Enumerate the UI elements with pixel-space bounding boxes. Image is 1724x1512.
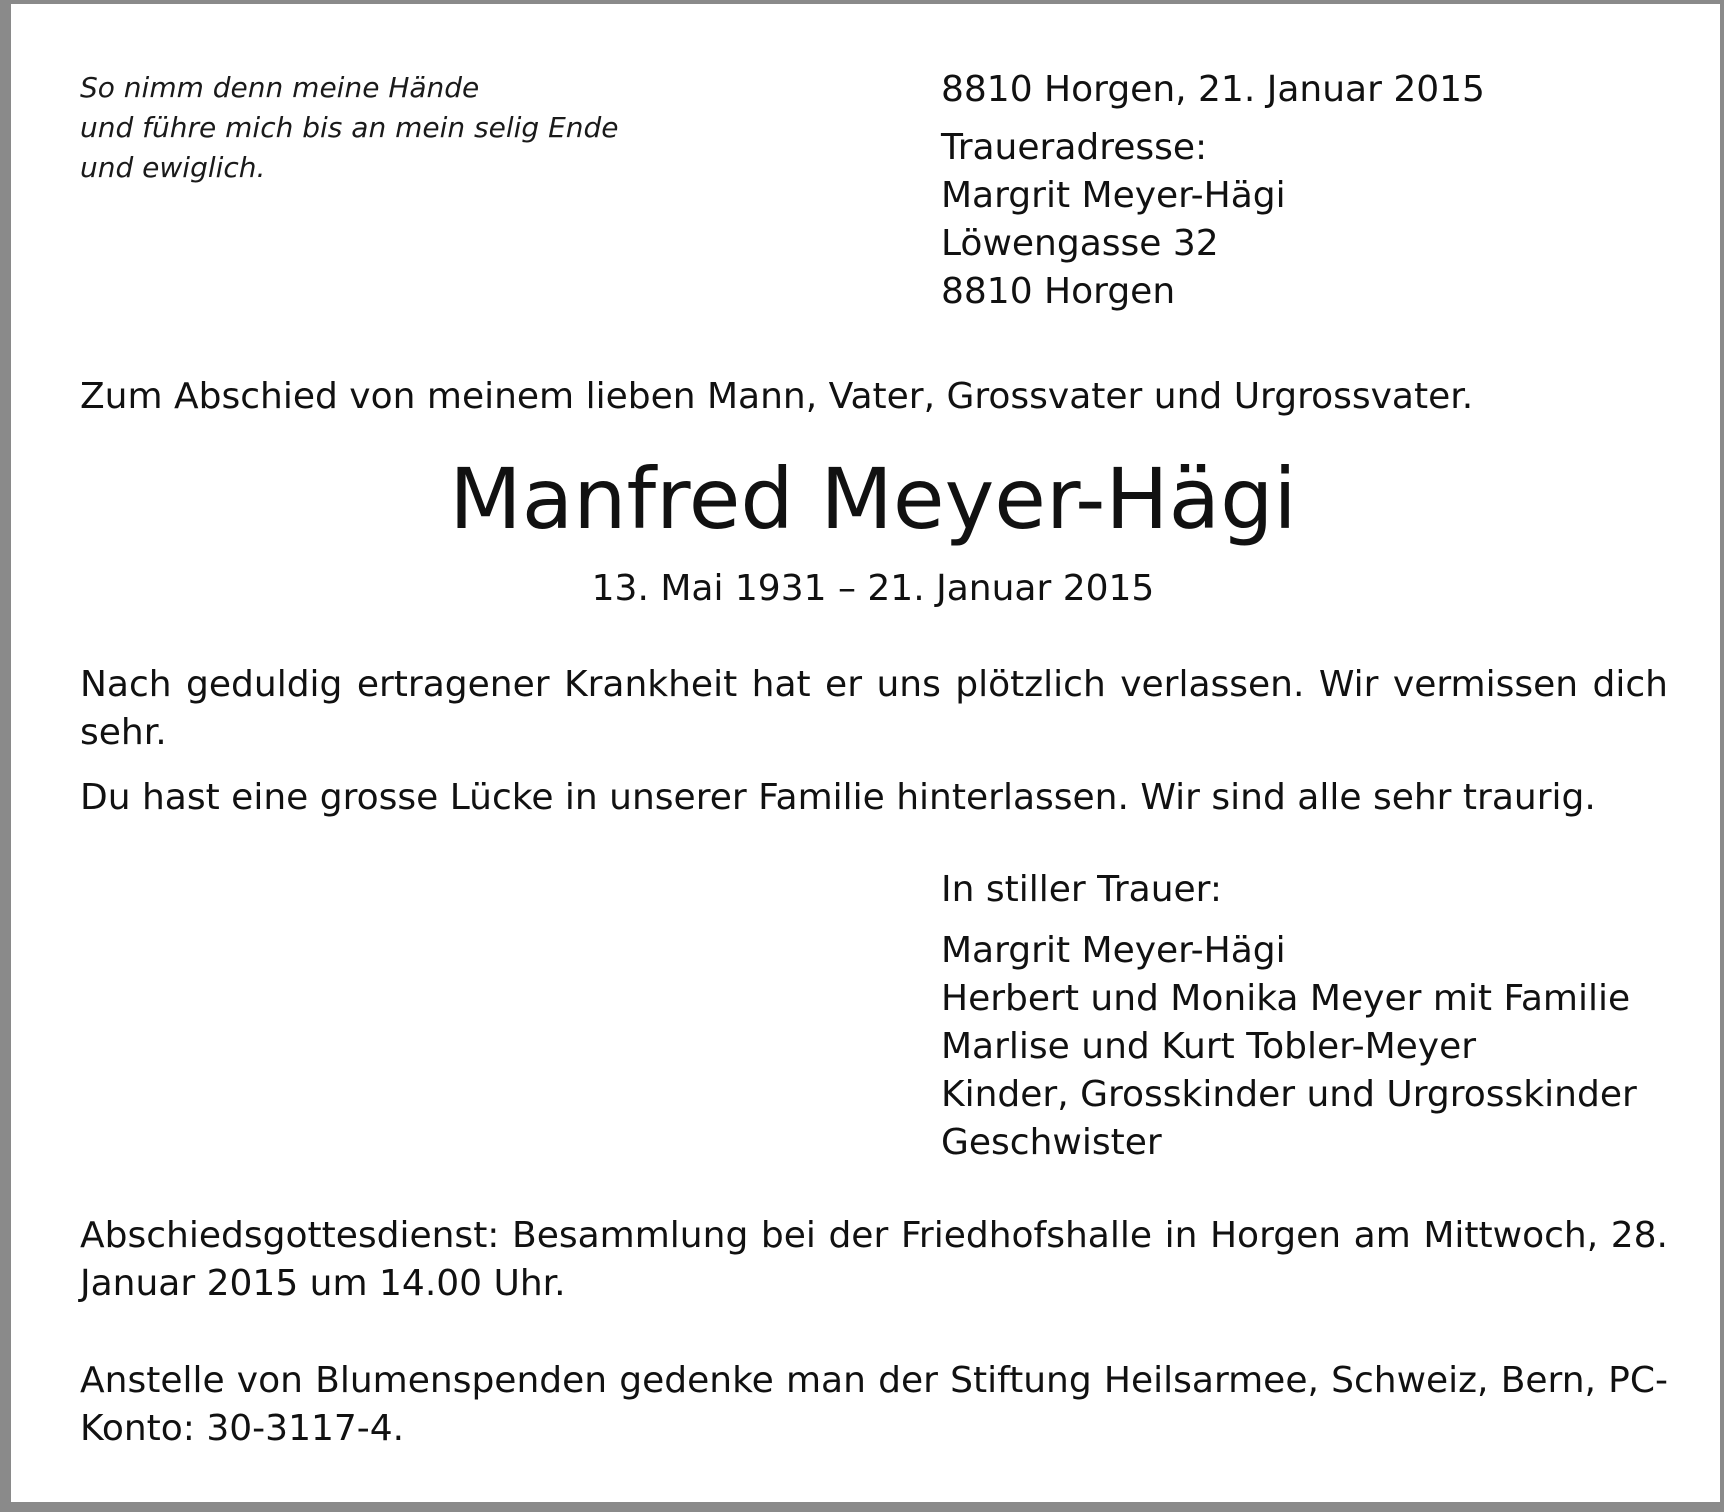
mourners-heading: In stiller Trauer:	[941, 869, 1222, 910]
motto-line: und ewiglich.	[80, 151, 266, 184]
message-paragraph-1: Nach geduldig ertragener Krankheit hat er uns plötzlich verlassen. Wir vermissen dich sehr.	[80, 664, 1668, 753]
deceased-name: Manfred Meyer-Hägi	[449, 450, 1297, 548]
mourners-block	[941, 866, 1637, 1167]
address-line: Löwengasse 32	[941, 223, 1219, 264]
address-label: Traueradresse:	[941, 127, 1208, 168]
message-paragraph-2: Du hast eine grosse Lücke in unserer Familie hinterlassen. Wir sind alle sehr traurig.	[80, 777, 1596, 818]
address-line: Margrit Meyer-Hägi	[941, 175, 1286, 216]
life-dates: 13. Mai 1931 – 21. Januar 2015	[591, 568, 1155, 609]
mourner-name: Marlise und Kurt Tobler-Meyer	[941, 1026, 1477, 1067]
service-info: Abschiedsgottesdienst: Besammlung bei der Friedhofshalle in Horgen am Mittwoch, 28. Januar 2015 um 14.00 Uhr.	[80, 1215, 1668, 1304]
mourner-name: Kinder, Grosskinder und Urgrosskinder	[941, 1074, 1637, 1115]
intro-text: Zum Abschied von meinem lieben Mann, Vater, Grossvater und Urgrossvater.	[80, 376, 1474, 417]
motto-line: und führe mich bis an mein selig Ende	[80, 111, 619, 144]
motto-verse	[80, 68, 680, 188]
mourner-name: Herbert und Monika Meyer mit Familie	[941, 978, 1631, 1019]
mourner-name: Geschwister	[941, 1122, 1162, 1163]
donation-info: Anstelle von Blumenspenden gedenke man der Stiftung Heilsarmee, Schweiz, Bern, PC-Konto: 30-3117-4.	[80, 1360, 1668, 1449]
address-line: 8810 Horgen	[941, 271, 1176, 312]
header-block	[941, 66, 1485, 316]
mourner-name: Margrit Meyer-Hägi	[941, 930, 1286, 971]
place-date: 8810 Horgen, 21. Januar 2015	[941, 69, 1485, 110]
motto-line: So nimm denn meine Hände	[80, 71, 480, 104]
